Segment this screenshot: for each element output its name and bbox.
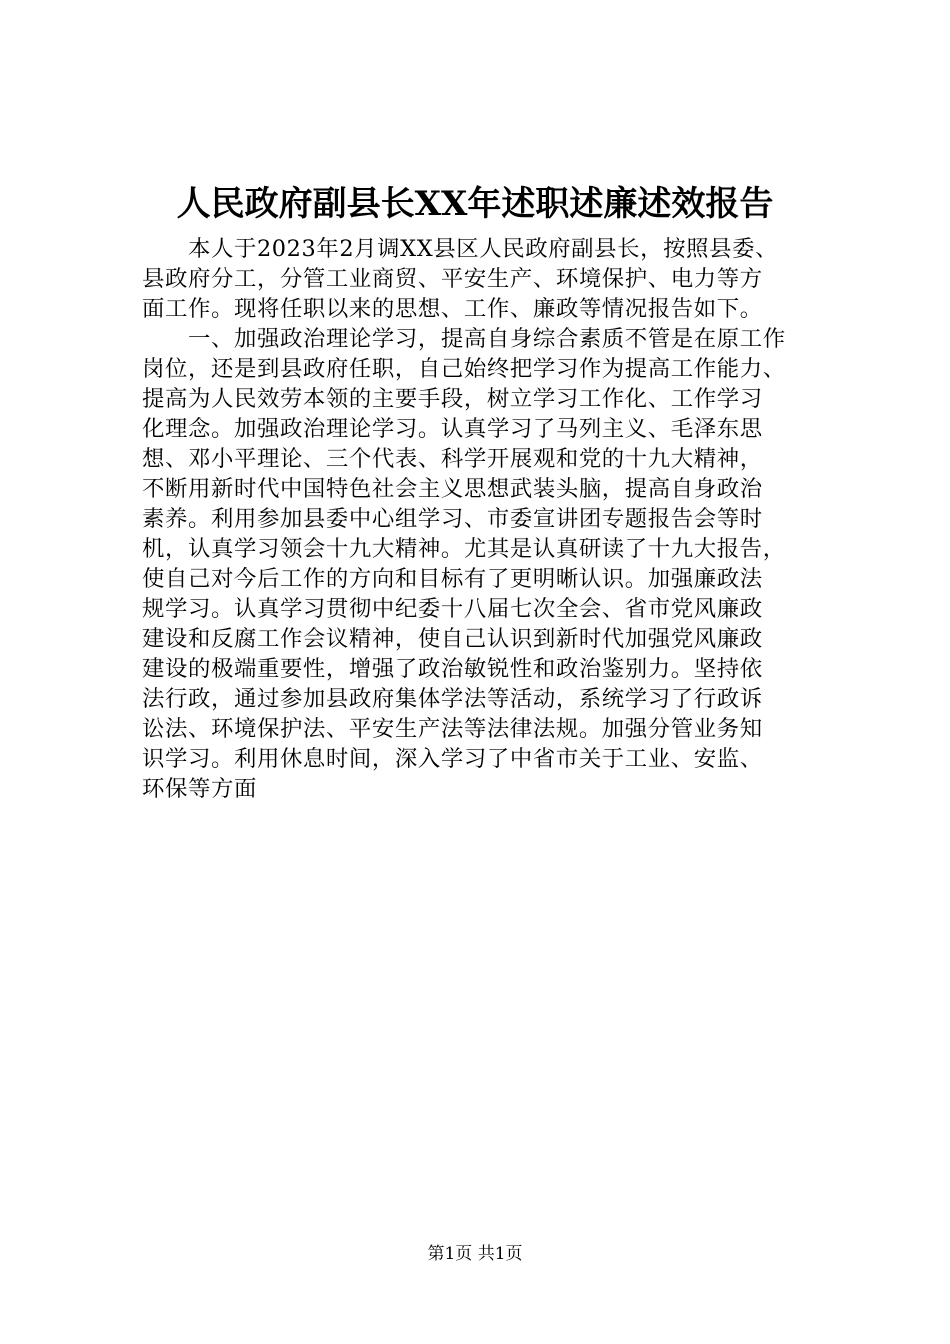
body-line: 面工作。现将任职以来的思想、工作、廉政等情况报告如下。 (142, 296, 763, 322)
body-line: 一、加强政治理论学习，提高自身综合素质不管是在原工作 (142, 326, 786, 352)
body-line: 规学习。认真学习贯彻中纪委十八届七次全会、省市党风廉政 (142, 596, 763, 622)
body-line: 识学习。利用休息时间，深入学习了中省市关于工业、安监、 (142, 746, 763, 772)
body-line: 机，认真学习领会十九大精神。尤其是认真研读了十九大报告， (142, 536, 786, 562)
body-line: 县政府分工，分管工业商贸、平安生产、环境保护、电力等方 (142, 266, 763, 292)
body-line: 建设的极端重要性，增强了政治敏锐性和政治鉴别力。坚持依 (142, 656, 763, 682)
body-line: 讼法、环境保护法、平安生产法等法律法规。加强分管业务知 (142, 716, 763, 742)
body-line: 使自己对今后工作的方向和目标有了更明晰认识。加强廉政法 (142, 566, 763, 592)
body-line: 不断用新时代中国特色社会主义思想武装头脑，提高自身政治 (142, 476, 763, 502)
document-title: 人民政府副县长XX年述职述廉述效报告 (176, 184, 774, 224)
page-number-footer: 第1页 共1页 (427, 1244, 523, 1264)
body-line: 建设和反腐工作会议精神，使自己认识到新时代加强党风廉政 (142, 626, 763, 652)
document-body (142, 234, 842, 804)
body-line: 环保等方面 (142, 776, 257, 802)
body-line: 提高为人民效劳本领的主要手段，树立学习工作化、工作学习 (142, 386, 763, 412)
body-line: 素养。利用参加县委中心组学习、市委宣讲团专题报告会等时 (142, 506, 763, 532)
body-line: 本人于2023年2月调XX县区人民政府副县长，按照县委、 (142, 236, 779, 262)
body-line: 化理念。加强政治理论学习。认真学习了马列主义、毛泽东思 (142, 416, 763, 442)
body-line: 岗位，还是到县政府任职，自己始终把学习作为提高工作能力、 (142, 356, 786, 382)
body-line: 想、邓小平理论、三个代表、科学开展观和党的十九大精神， (142, 446, 763, 472)
body-line: 法行政，通过参加县政府集体学法等活动，系统学习了行政诉 (142, 686, 763, 712)
